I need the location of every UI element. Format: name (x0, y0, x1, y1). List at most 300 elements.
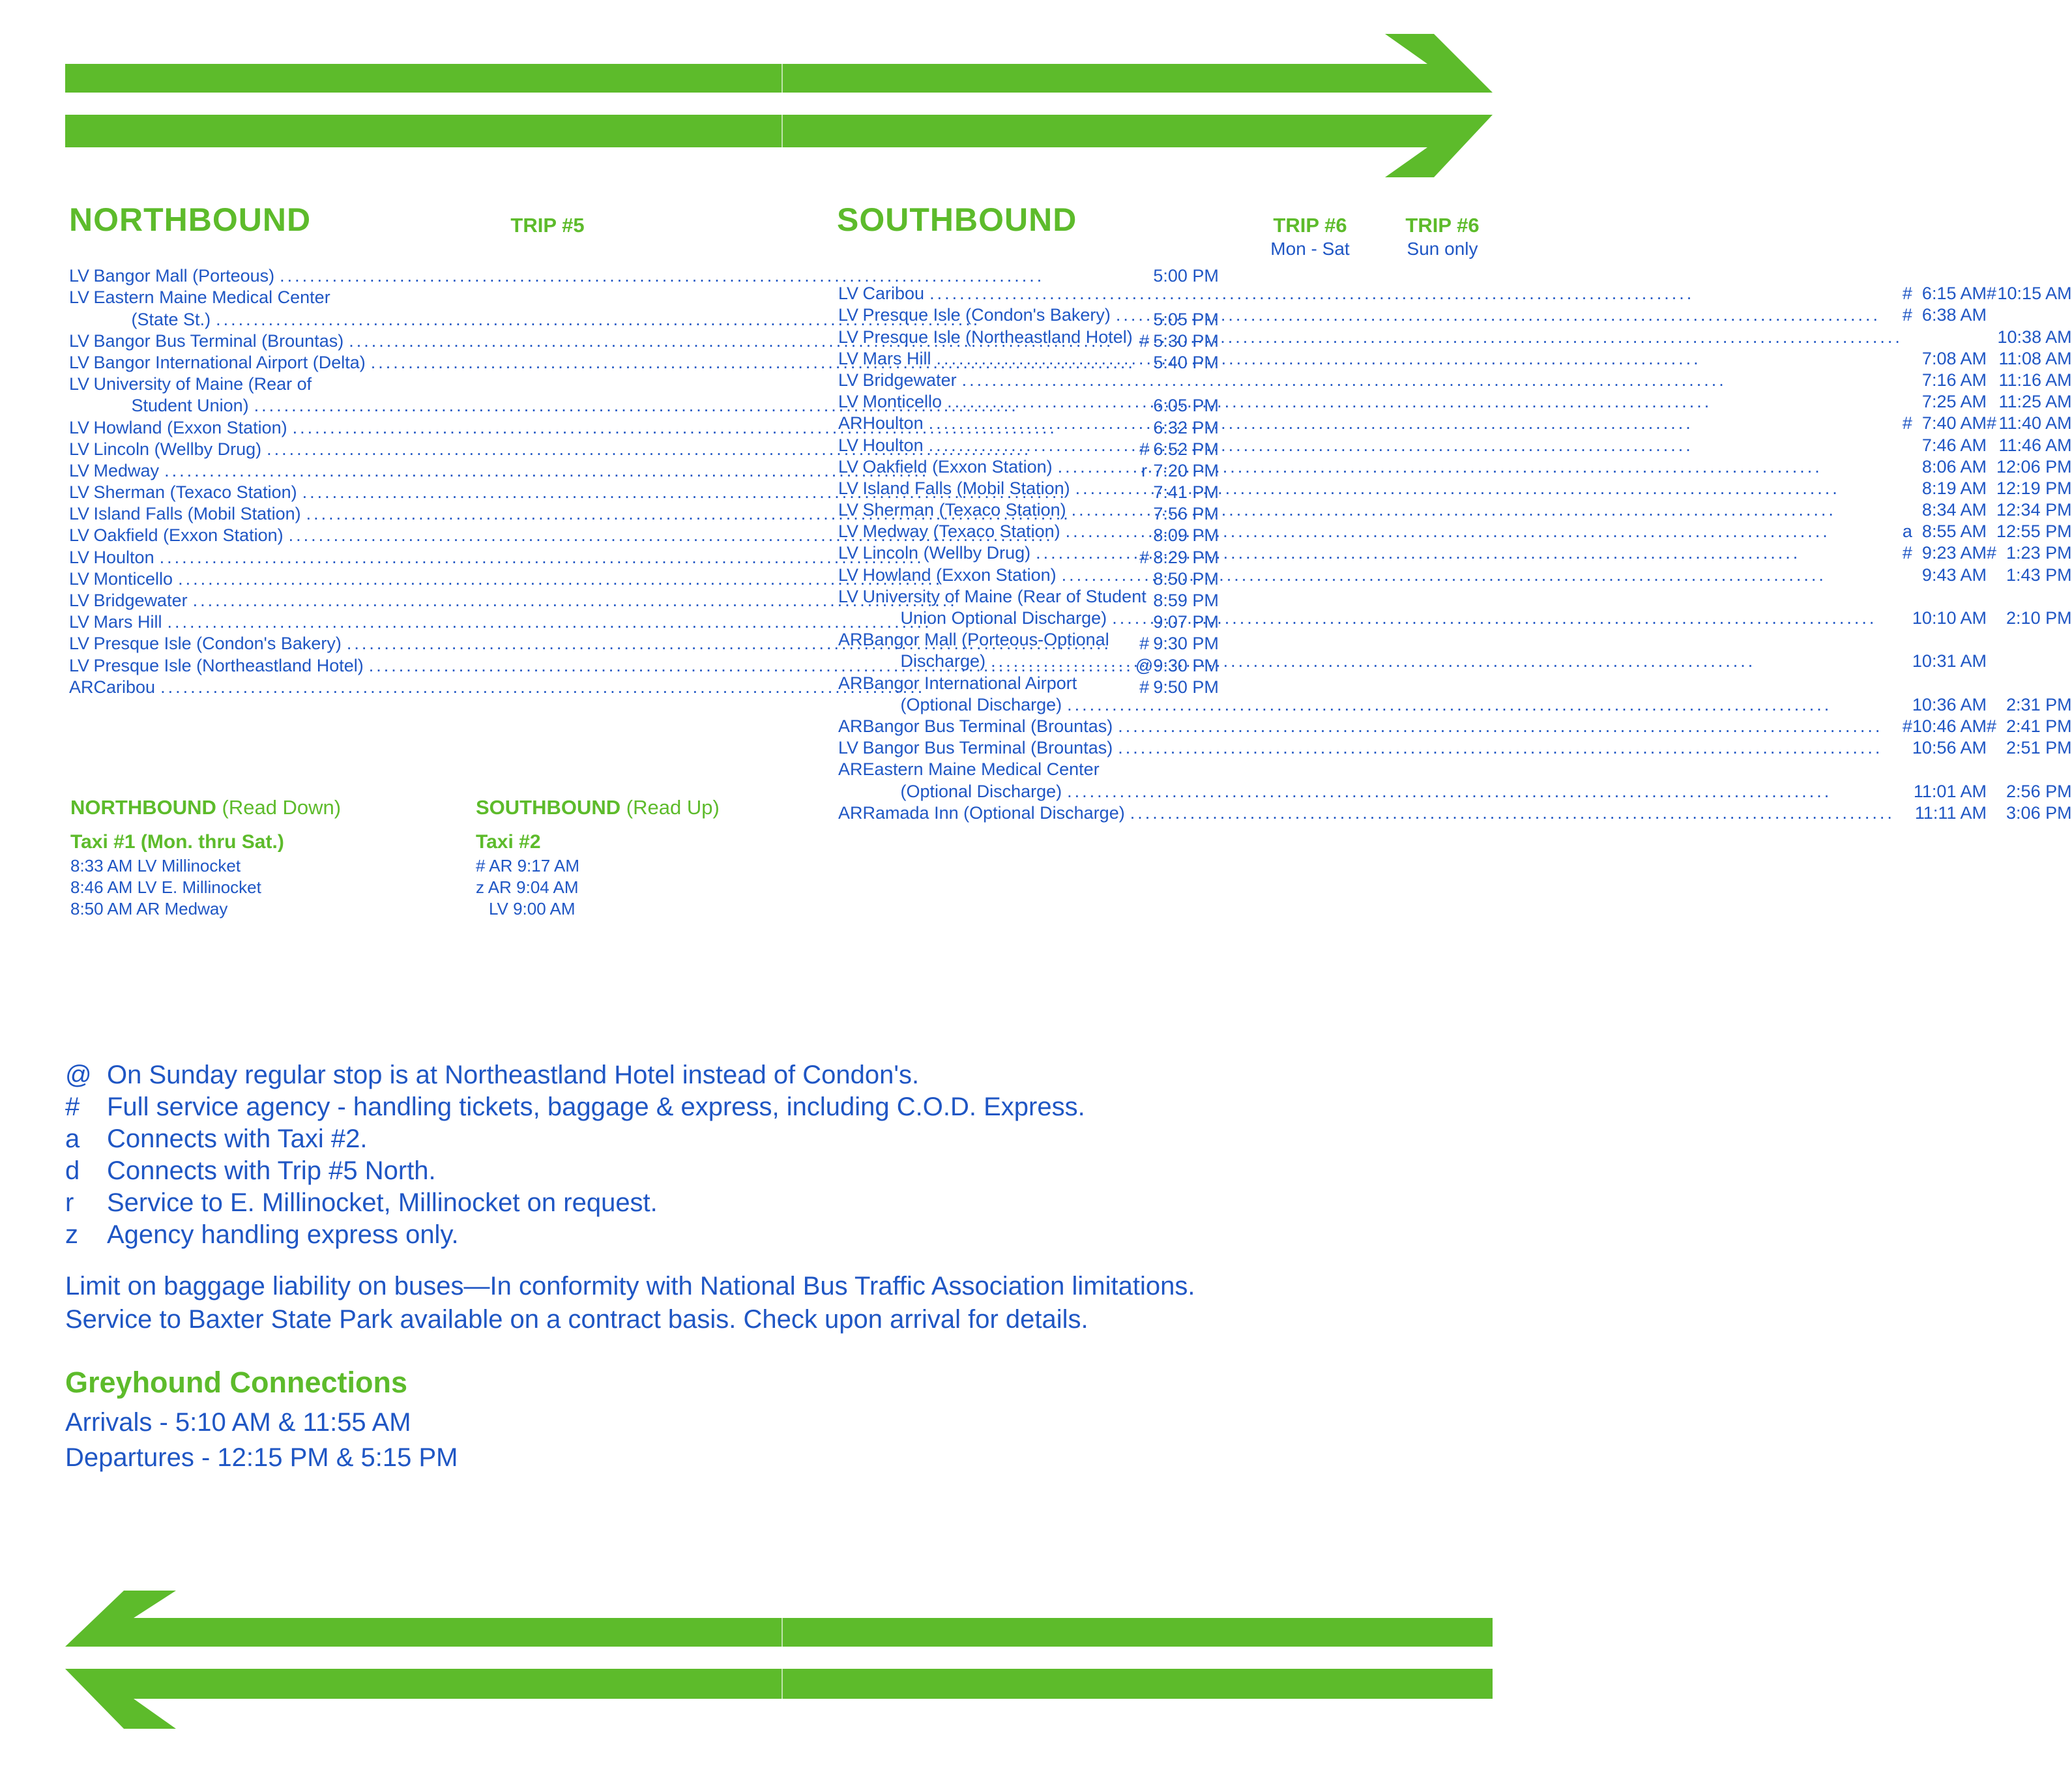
stop-name: Sherman (Texaco Station) (862, 500, 1066, 520)
stop-time-mon-sat: 10:36 AM (1912, 694, 1987, 714)
stop-mark (1987, 520, 1996, 542)
stop-mark (1987, 607, 1996, 628)
trip6-sun-header (1387, 214, 1498, 261)
stop-mark (1987, 694, 1996, 715)
stop-time: 6:05 PM (1153, 396, 1219, 416)
stop-name: Bangor International Airport (Delta) (93, 352, 366, 372)
stop-mark: # (1139, 677, 1150, 697)
stop-time-mon-sat: 6:15 AM (1921, 284, 1987, 304)
stop-code: LV (838, 392, 859, 412)
northbound-title: NORTHBOUND (69, 201, 312, 238)
stop-name: Bangor Bus Terminal (Brountas) (862, 738, 1113, 758)
stop-name-cell (863, 477, 1903, 499)
table-row (838, 694, 2072, 715)
stop-name: Presque Isle (Northeastland Hotel) (93, 655, 364, 675)
stop-code: LV (69, 330, 90, 351)
stop-time: 5:30 PM (1153, 330, 1219, 351)
stop-name: Bangor Bus Terminal (Brountas) (93, 330, 344, 351)
table-row (838, 628, 2072, 650)
stop-mark (1903, 390, 1912, 412)
stop-mark: # (1139, 439, 1150, 459)
stop-mark (1987, 628, 1996, 650)
stop-time-mon-sat: 8:55 AM (1921, 521, 1987, 542)
taxi-south-heading: SOUTHBOUND (Read Up) (476, 796, 720, 819)
stop-time-sun: 12:34 PM (1996, 500, 2072, 520)
stop-mark (1987, 325, 1996, 347)
table-row (838, 780, 2072, 801)
stop-mark: # (1986, 413, 1997, 433)
stop-code: AR (838, 716, 863, 736)
stop-code: LV (69, 460, 90, 480)
stop-mark (1987, 499, 1996, 520)
stop-name-cell (863, 585, 1903, 607)
stop-name-cell (863, 563, 1903, 585)
stop-time-mon-sat: 7:08 AM (1921, 348, 1987, 368)
left-arrow-lower-icon (65, 1669, 1493, 1729)
stop-code: LV (838, 586, 859, 606)
stop-code: LV (838, 284, 859, 304)
stop-name-cell (863, 737, 1903, 758)
note-row: # Full service agency - handling tickets, baggage & express, including C.O.D. Express. (65, 1093, 1085, 1121)
stop-time: 6:52 PM (1153, 439, 1219, 459)
trip6b-sub: Sun only (1407, 239, 1478, 259)
table-row (838, 304, 2072, 325)
stop-mark (1903, 802, 1912, 823)
stop-mark: @ (1135, 655, 1154, 675)
stop-code: LV (838, 500, 859, 520)
greyhound-connections (65, 1366, 458, 1475)
stop-code (838, 780, 863, 801)
stop-time: 8:50 PM (1153, 568, 1219, 589)
stop-time-mon-sat: 7:46 AM (1921, 435, 1987, 455)
trip6a-sub: Mon - Sat (1270, 239, 1350, 259)
stop-name: Union Optional Discharge) (900, 608, 1107, 628)
stop-name: Oakfield (Exxon Station) (862, 456, 1053, 477)
stop-mark (1903, 628, 1912, 650)
stop-name: Lincoln (Wellby Drug) (862, 543, 1031, 563)
stop-time: 9:30 PM (1153, 655, 1219, 675)
stop-time-sun: 10:15 AM (1997, 284, 2072, 304)
taxi1-line: 8:46 AM LV E. Millinocket (70, 877, 261, 897)
stop-name: Bangor International Airport (862, 673, 1077, 693)
stop-time: 5:00 PM (1153, 266, 1219, 286)
stop-code (838, 694, 863, 715)
stop-time-sun: 2:56 PM (2006, 781, 2072, 801)
stop-name: Presque Isle (Condon's Bakery) (93, 634, 342, 654)
stop-name: Oakfield (Exxon Station) (93, 525, 284, 546)
stop-time-sun: 2:31 PM (2006, 694, 2072, 714)
stop-name: Houlton (862, 413, 924, 433)
stop-time-sun (1996, 585, 2072, 607)
stop-mark (1987, 650, 1996, 671)
stop-code: LV (69, 634, 90, 654)
right-arrow-lower-icon (65, 115, 1493, 177)
stop-code: LV (69, 525, 90, 546)
stop-code: AR (838, 413, 863, 433)
stop-name-cell (863, 650, 1903, 671)
stop-time-sun (1996, 304, 2072, 325)
stop-name: Mars Hill (862, 348, 931, 368)
stop-name: Caribou (93, 677, 156, 697)
stop-time-mon-sat: 6:38 AM (1921, 305, 1987, 325)
stop-name: Bridgewater (862, 370, 957, 390)
trip6a-label: TRIP #6 (1273, 214, 1347, 237)
stop-mark: # (1902, 543, 1912, 563)
stop-name: Mars Hill (93, 612, 162, 632)
stop-name: Bangor Bus Terminal (Brountas) (862, 716, 1113, 736)
stop-code: AR (838, 673, 863, 693)
trip6b-label: TRIP #6 (1405, 214, 1480, 237)
taxi-north-heading: NORTHBOUND (Read Down) (70, 796, 342, 819)
stop-time-sun: 3:06 PM (2006, 802, 2072, 823)
stop-time-sun: 1:43 PM (2006, 565, 2072, 585)
stop-code: LV (838, 370, 859, 390)
stop-time-mon-sat: 10:46 AM (1912, 716, 1987, 736)
stop-time: 7:20 PM (1153, 460, 1219, 480)
table-row (838, 325, 2072, 347)
stop-name: Monticello (862, 392, 942, 412)
stop-name: Eastern Maine Medical Center (93, 287, 330, 308)
table-row (838, 585, 2072, 607)
stop-mark (1987, 304, 1996, 325)
stop-name-cell (863, 369, 1903, 390)
southbound-title: SOUTHBOUND (837, 201, 1077, 238)
stop-name: Discharge) (900, 651, 986, 671)
stop-mark (1903, 369, 1912, 390)
stop-code: LV (69, 287, 90, 308)
taxi2-line: # AR 9:17 AM (476, 856, 579, 875)
stop-code: LV (69, 612, 90, 632)
stop-name: Island Falls (Mobil Station) (862, 478, 1070, 498)
stop-time-mon-sat: 7:25 AM (1921, 392, 1987, 412)
stop-time-sun: 11:25 AM (1998, 392, 2072, 412)
stop-code (838, 607, 863, 628)
stop-mark: # (1902, 284, 1912, 304)
stop-time-sun: 1:23 PM (2006, 543, 2072, 563)
note-row: r Service to E. Millinocket, Millinocket on request. (65, 1188, 658, 1217)
taxi1-line: 8:33 AM LV Millinocket (70, 856, 241, 875)
stop-code: LV (838, 521, 859, 542)
stop-code: AR (838, 802, 863, 823)
bottom-arrow-banner (0, 1591, 1542, 1747)
stop-name-cell (863, 607, 1903, 628)
stop-name-cell (863, 499, 1903, 520)
stop-time-sun (1996, 758, 2072, 780)
stop-mark: a (1902, 521, 1912, 542)
note-row: @ On Sunday regular stop is at Northeastland Hotel instead of Condon's. (65, 1061, 920, 1089)
stop-mark (1903, 325, 1912, 347)
stop-name: University of Maine (Rear of Student (862, 586, 1146, 606)
legend-notes (65, 1059, 1085, 1251)
stop-time-mon-sat: 11:11 AM (1914, 802, 1987, 823)
stop-time-mon-sat: 7:40 AM (1921, 413, 1987, 433)
stop-time-sun: 11:46 AM (1998, 435, 2072, 455)
limit-line: Service to Baxter State Park available on a contract basis. Check upon arrival for details. (65, 1305, 1088, 1334)
stop-time-sun: 10:38 AM (1997, 327, 2072, 347)
stop-code: LV (69, 591, 90, 610)
stop-name: Lincoln (Wellby Drug) (93, 439, 262, 459)
stop-mark (1903, 671, 1912, 693)
stop-name-cell (863, 715, 1903, 737)
stop-time-mon-sat (1912, 585, 1987, 607)
stop-name-cell (863, 671, 1903, 693)
table-row (838, 282, 2072, 304)
stop-mark: # (1986, 284, 1997, 304)
stop-name-cell (863, 282, 1903, 304)
stop-name-cell (863, 412, 1903, 433)
stop-name: Ramada Inn (Optional Discharge) (862, 802, 1125, 823)
stop-code: LV (69, 352, 90, 372)
stop-time-mon-sat: 9:43 AM (1921, 565, 1987, 585)
stop-name-cell (863, 758, 1903, 780)
stop-name: Sherman (Texaco Station) (93, 482, 297, 503)
stop-name: Howland (Exxon Station) (862, 565, 1057, 585)
stop-time-mon-sat: 8:06 AM (1921, 456, 1987, 477)
stop-mark (1903, 347, 1912, 369)
stop-code: LV (69, 374, 90, 394)
stop-time-mon-sat (1912, 628, 1987, 650)
stop-time: 8:59 PM (1153, 591, 1219, 610)
stop-mark (1987, 671, 1996, 693)
stop-mark (1903, 585, 1912, 607)
stop-mark (1903, 650, 1912, 671)
stop-mark (1987, 585, 1996, 607)
stop-name: Caribou (862, 284, 925, 304)
stop-code: LV (838, 327, 859, 347)
trip5-header (502, 214, 593, 237)
greyhound-arrivals: Arrivals - 5:10 AM & 11:55 AM (65, 1408, 411, 1437)
table-row (838, 715, 2072, 737)
table-row (838, 412, 2072, 433)
greyhound-departures: Departures - 12:15 PM & 5:15 PM (65, 1443, 458, 1472)
table-row (838, 563, 2072, 585)
table-row (838, 802, 2072, 823)
stop-name: Monticello (93, 568, 173, 589)
stop-code: AR (838, 759, 863, 780)
table-row (838, 499, 2072, 520)
stop-code: LV (69, 417, 90, 437)
taxi-southbound-box (476, 797, 720, 920)
stop-name: Howland (Exxon Station) (93, 417, 287, 437)
stop-code: AR (838, 630, 863, 650)
stop-mark: # (1902, 716, 1912, 736)
stop-time: 8:29 PM (1153, 547, 1219, 567)
stop-name: Houlton (93, 547, 154, 567)
table-row (838, 347, 2072, 369)
stop-time-sun (1996, 650, 2072, 671)
stop-time-mon-sat: 10:56 AM (1912, 738, 1987, 758)
stop-time-mon-sat: 9:23 AM (1921, 543, 1987, 563)
stop-time: 5:40 PM (1153, 352, 1219, 372)
note-row: d Connects with Trip #5 North. (65, 1156, 436, 1185)
stop-mark (1903, 563, 1912, 585)
taxi-northbound-box (70, 797, 341, 920)
stop-name: Presque Isle (Condon's Bakery) (862, 305, 1111, 325)
stop-time: 9:50 PM (1153, 677, 1219, 697)
stop-name: Bangor Mall (Porteous) (93, 266, 275, 286)
stop-code: LV (838, 543, 859, 563)
stop-name: Island Falls (Mobil Station) (93, 504, 301, 524)
stop-time-sun: 11:16 AM (1998, 370, 2072, 390)
stop-code: LV (838, 478, 859, 498)
stop-name: Houlton (862, 435, 924, 455)
stop-mark: # (1139, 547, 1150, 567)
stop-mark (1987, 347, 1996, 369)
stop-code: LV (69, 504, 90, 524)
stop-code: LV (69, 547, 90, 567)
stop-code (69, 394, 94, 416)
stop-time-sun: 2:10 PM (2006, 608, 2072, 628)
stop-mark (1903, 499, 1912, 520)
trip6-mon-sat-header (1251, 214, 1369, 261)
stop-time-sun: 12:55 PM (1996, 521, 2072, 542)
stop-name-cell (863, 802, 1903, 823)
table-row (838, 671, 2072, 693)
stop-code: LV (69, 568, 90, 589)
greyhound-title: Greyhound Connections (65, 1366, 408, 1399)
table-row (838, 737, 2072, 758)
stop-mark (1987, 802, 1996, 823)
stop-time: 7:56 PM (1153, 504, 1219, 524)
limit-line: Limit on baggage liability on buses—In conformity with National Bus Traffic Association limitations. (65, 1272, 1195, 1300)
stop-code: LV (69, 482, 90, 503)
stop-mark (1903, 780, 1912, 801)
stop-time: 9:07 PM (1153, 612, 1219, 632)
stop-mark: # (1902, 305, 1912, 325)
stop-code: LV (69, 266, 90, 286)
stop-name-cell (863, 433, 1903, 455)
trip5-label: TRIP #5 (510, 214, 585, 237)
stop-mark (1903, 694, 1912, 715)
stop-mark (1987, 737, 1996, 758)
table-row (838, 650, 2072, 671)
stop-time: 6:32 PM (1153, 417, 1219, 437)
stop-name: Bangor Mall (Porteous-Optional (862, 630, 1109, 650)
table-row (838, 390, 2072, 412)
stop-time-sun (1996, 671, 2072, 693)
stop-name-cell (863, 390, 1903, 412)
taxi2-line: z AR 9:04 AM (476, 877, 579, 897)
stop-name-cell (863, 520, 1903, 542)
stop-mark (1987, 477, 1996, 499)
stop-mark: r (1141, 460, 1148, 480)
table-row (838, 456, 2072, 477)
stop-name-cell (863, 628, 1903, 650)
stop-code (69, 308, 94, 329)
stop-time-mon-sat: 7:16 AM (1921, 370, 1987, 390)
stop-name: Medway (Texaco Station) (862, 521, 1060, 542)
taxi1-line: 8:50 AM AR Medway (70, 899, 228, 918)
stop-time-sun: 2:41 PM (2006, 716, 2072, 736)
stop-mark (1987, 563, 1996, 585)
right-arrow-upper-icon (65, 34, 1493, 93)
stop-code: LV (69, 439, 90, 459)
stop-mark (1903, 477, 1912, 499)
stop-time-sun: 11:40 AM (1998, 413, 2072, 433)
stop-mark (1903, 607, 1912, 628)
stop-name-cell (863, 325, 1903, 347)
table-row (838, 433, 2072, 455)
stop-code: LV (69, 655, 90, 675)
stop-mark (1987, 390, 1996, 412)
stop-time-mon-sat: 10:10 AM (1912, 608, 1987, 628)
stop-time-mon-sat: 8:34 AM (1921, 500, 1987, 520)
table-row (838, 369, 2072, 390)
stop-mark (1987, 433, 1996, 455)
southbound-schedule-table (838, 282, 2072, 823)
stop-mark (1903, 737, 1912, 758)
stop-time: 7:41 PM (1153, 482, 1219, 503)
stop-mark: # (1139, 634, 1150, 654)
stop-mark (1903, 433, 1912, 455)
stop-time-mon-sat: 11:01 AM (1913, 781, 1987, 801)
stop-name-cell (863, 347, 1903, 369)
stop-code (838, 650, 863, 671)
table-row (838, 542, 2072, 563)
stop-name: (State St.) (131, 309, 211, 329)
stop-time-mon-sat: 10:31 AM (1912, 651, 1987, 671)
stop-mark (1903, 758, 1912, 780)
note-row: a Connects with Taxi #2. (65, 1124, 368, 1153)
table-row (838, 758, 2072, 780)
stop-mark: # (1139, 330, 1150, 351)
stop-time-mon-sat (1912, 671, 1987, 693)
stop-code: LV (838, 456, 859, 477)
taxi2-name: Taxi #2 (476, 831, 541, 853)
stop-name-cell (863, 542, 1903, 563)
baggage-limit-text (65, 1270, 1195, 1336)
stop-name: Presque Isle (Northeastland Hotel) (862, 327, 1133, 347)
stop-time-sun: 2:51 PM (2006, 738, 2072, 758)
stop-name: (Optional Discharge) (900, 694, 1062, 714)
table-row (838, 520, 2072, 542)
stop-code: LV (838, 738, 859, 758)
stop-mark: # (1986, 543, 1997, 563)
left-arrow-upper-icon (65, 1591, 1493, 1647)
stop-name: Eastern Maine Medical Center (862, 759, 1100, 780)
stop-name: (Optional Discharge) (900, 781, 1062, 801)
stop-mark (1903, 456, 1912, 477)
stop-mark: # (1986, 716, 1997, 736)
stop-name-cell (863, 456, 1903, 477)
stop-code: LV (838, 348, 859, 368)
stop-name-cell (863, 780, 1903, 801)
stop-name: Student Union) (131, 396, 249, 416)
stop-time-mon-sat (1912, 758, 1987, 780)
stop-time-mon-sat: 8:19 AM (1921, 478, 1987, 498)
table-row (838, 477, 2072, 499)
stop-mark (1987, 456, 1996, 477)
stop-time: 9:30 PM (1153, 634, 1219, 654)
stop-name: Medway (93, 460, 160, 480)
stop-time-sun: 12:06 PM (1996, 456, 2072, 477)
stop-name: University of Maine (Rear of (93, 374, 312, 394)
stop-time-mon-sat (1912, 325, 1987, 347)
stop-mark (1987, 369, 1996, 390)
stop-name-cell (863, 694, 1903, 715)
stop-code: LV (838, 435, 859, 455)
stop-time-sun (1996, 628, 2072, 650)
top-arrow-banner (0, 26, 1542, 183)
stop-code: LV (838, 305, 859, 325)
stop-name-cell (863, 304, 1903, 325)
stop-time-sun: 12:19 PM (1996, 478, 2072, 498)
stop-time: 5:05 PM (1153, 309, 1219, 329)
stop-mark: # (1902, 413, 1912, 433)
stop-name: Bridgewater (93, 591, 188, 610)
table-row (838, 607, 2072, 628)
note-row: z Agency handling express only. (65, 1220, 459, 1249)
